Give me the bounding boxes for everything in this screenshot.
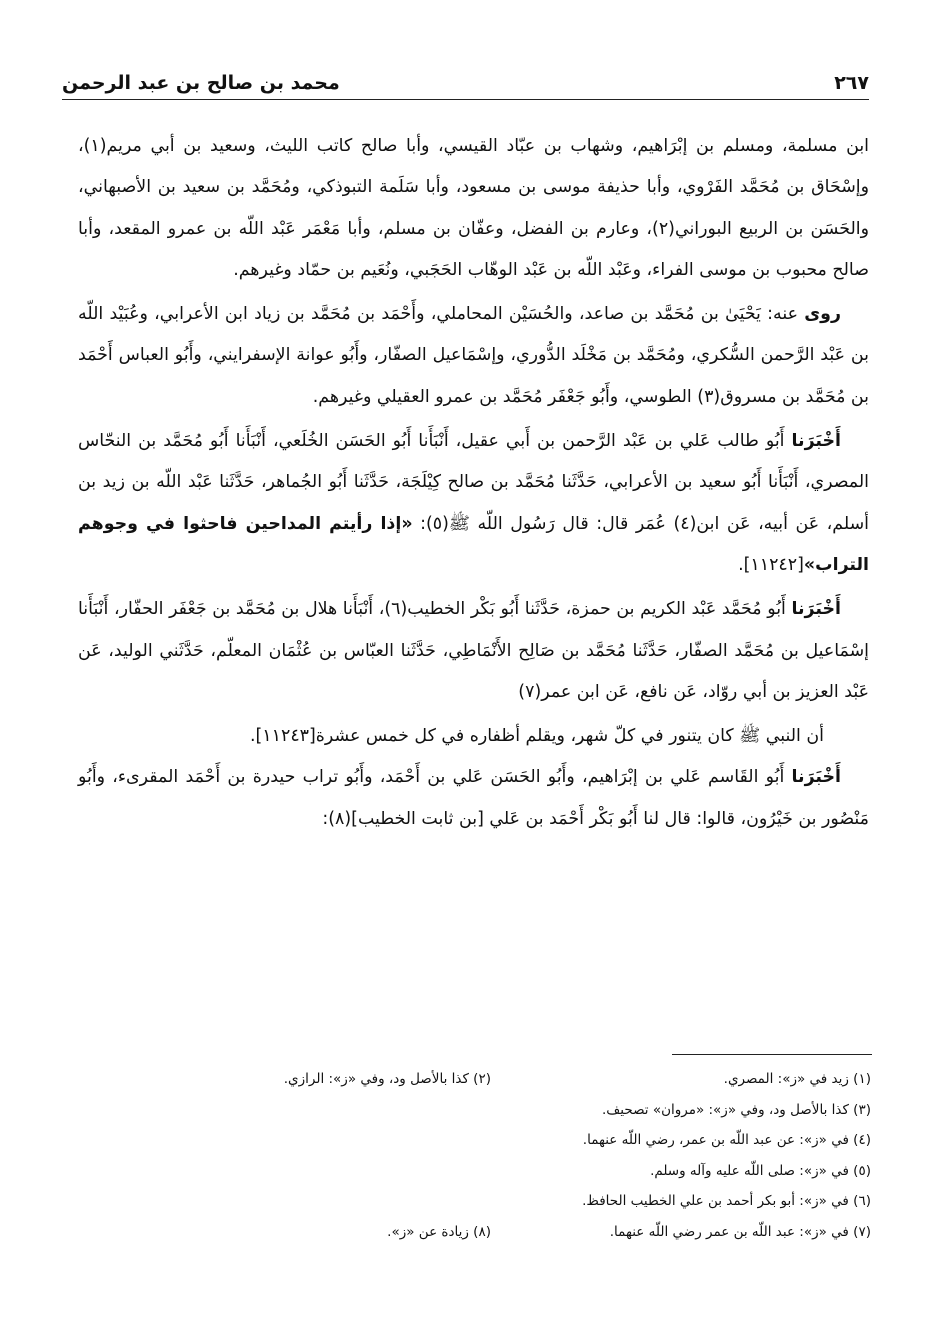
paragraph-text: أَبُو مُحَمَّد عَبْد الكريم بن حمزة، حَدَّثَنا أَبُو بَكْر الخطيب(٦)، أَنْبَأَنا هلال بن مُحَمَّد بن جَعْفَر الحفّار، أَنْبَأَنا إسْمَاعيل بن مُحَمَّد الصفّار، حَدَّثَنا مُحَمَّد بن صَالِح الأَنْمَاطِي، حَدَّثَنا العبّاس بن عُثْمَان المعلّم، حَدَّثَني الوليد، عَن عَبْد العزيز بن أبي روّاد، عَن نافع، عَن ابن عمر(٧) — [78, 599, 869, 702]
footnote-7: (٧) في «ز»: عبد اللّه بن عمر رضي اللّه عنهما. — [609, 1223, 871, 1240]
main-text — [78, 126, 869, 840]
footnote-row — [100, 1095, 871, 1126]
paragraph-teachers — [78, 126, 869, 291]
footnote-rule — [672, 1054, 872, 1055]
footnote-1: (١) زيد في «ز»: المصري. — [723, 1071, 871, 1087]
page-header — [62, 60, 869, 94]
footnote-row — [100, 1125, 871, 1156]
paragraph-text: أَبُو القَاسم عَلي بن إبْرَاهيم، وأَبُو الحَسَن عَلي بن أَحْمَد، وأَبُو تراب حيدرة بن أَحْمَد المقرىء، وأَبُو مَنْصُور بن خَيْرُون، قالوا: قال لنا أَبُو بَكْر أَحْمَد بن عَلي [بن ثابت الخطيب](٨): — [78, 767, 869, 829]
paragraph-text: ابن مسلمة، ومسلم بن إبْرَاهيم، وشهاب بن عبّاد القيسي، وأبا صالح كاتب الليث، وسعيد بن أبي مريم(١)، وإسْحَاق بن مُحَمَّد الفَرْوي، وأبا حذيفة موسى بن مسعود، وأبا سَلَمة التبوذكي، ومُحَمَّد بن سعيد بن الأصبهاني، والحَسَن بن الربيع البوراني(٢)، وعارم بن الفضل، وعفّان بن مسلم، وأبا مَعْمَر عَبْد اللّه بن عمرو المقعد، وأبا صالح محبوب بن موسى الفراء، وعَبْد اللّه بن عَبْد الوهّاب الحَجَبي، ونُعَيم بن حمّاد وغيرهم. — [78, 136, 869, 280]
footnote-3: (٣) كذا بالأصل ود، وفي «ز»: «مروان» تصحيف. — [602, 1101, 871, 1118]
footnote-row — [100, 1064, 871, 1095]
paragraph-isnad-1 — [78, 421, 869, 586]
paragraph-lead: روى — [804, 304, 841, 325]
paragraph-lead: أَخْبَرَنا — [791, 767, 841, 788]
paragraph-isnad-2 — [78, 589, 869, 713]
paragraph-lead: أَخْبَرَنا — [791, 431, 841, 452]
page-number: ٢٦٧ — [834, 72, 869, 94]
paragraph-text: أن النبي ﷺ كان يتنور في كلّ شهر، ويقلم أظفاره في كل خمس عشرة[١١٢٤٣]. — [249, 726, 824, 747]
hadith-number: [١١٢٤٢]. — [738, 554, 804, 575]
footnotes — [100, 1064, 871, 1247]
paragraph-matn — [78, 716, 869, 757]
paragraph-lead: أَخْبَرَنا — [791, 599, 841, 620]
paragraph-text: أَبُو طالب عَلي بن عَبْد الرَّحمن بن أَبي عقيل، أَنْبَأَنا أَبُو الحَسَن الخُلَعي، أَنْبَأَنا أَبُو مُحَمَّد بن النحّاس المصري، أَنْبَأَنا أَبُو سعيد بن الأعرابي، حَدَّثَنا مُحَمَّد بن صالح كِيْلَجَة، حَدَّثَنا أَبُو الجُماهر، حَدَّثَنا عَبْد اللّه بن زيد بن أسلم، عَن أبيه، عَن ابن(٤) عُمَر قال: قال رَسُول اللّه ﷺ(٥): — [78, 431, 870, 534]
footnote-6: (٦) في «ز»: أبو بكر أحمد بن علي الخطيب الحافظ. — [582, 1193, 871, 1209]
footnote-4: (٤) في «ز»: عن عبد اللّه بن عمر، رضي اللّه عنهما. — [582, 1132, 871, 1148]
footnote-row — [100, 1186, 871, 1217]
paragraph-students — [78, 294, 869, 418]
running-title: محمد بن صالح بن عبد الرحمن — [62, 72, 340, 94]
footnote-2: (٢) كذا بالأصل ود، وفي «ز»: الرازي. — [283, 1071, 491, 1087]
footnote-row — [100, 1217, 871, 1248]
footnote-8: (٨) زيادة عن «ز». — [387, 1223, 491, 1240]
hadith-text: «إذا رأيتم المداحين فاحثوا في وجوهم التراب» — [78, 513, 869, 575]
footnote-row — [100, 1156, 871, 1187]
header-rule — [62, 99, 869, 100]
paragraph-isnad-3 — [78, 757, 869, 840]
footnote-5: (٥) في «ز»: صلى اللّه عليه وآله وسلم. — [650, 1162, 871, 1179]
paragraph-text: عنه: يَحْيَىٰ بن مُحَمَّد بن صاعد، والحُسَيْن المحاملي، وأَحْمَد بن مُحَمَّد بن زياد ابن الأعرابي، وعُبَيْد اللّه بن عَبْد الرَّحمن السُّكري، ومُحَمَّد بن مَخْلَد الدُّوري، وإسْمَاعيل الصفّار، وأَبُو عوانة الإسفرايني، وأَبُو العباس أَحْمَد بن مُحَمَّد بن مسروق(٣) الطوسي، وأَبُو جَعْفَر مُحَمَّد بن عمرو العقيلي وغيرهم. — [78, 304, 869, 407]
